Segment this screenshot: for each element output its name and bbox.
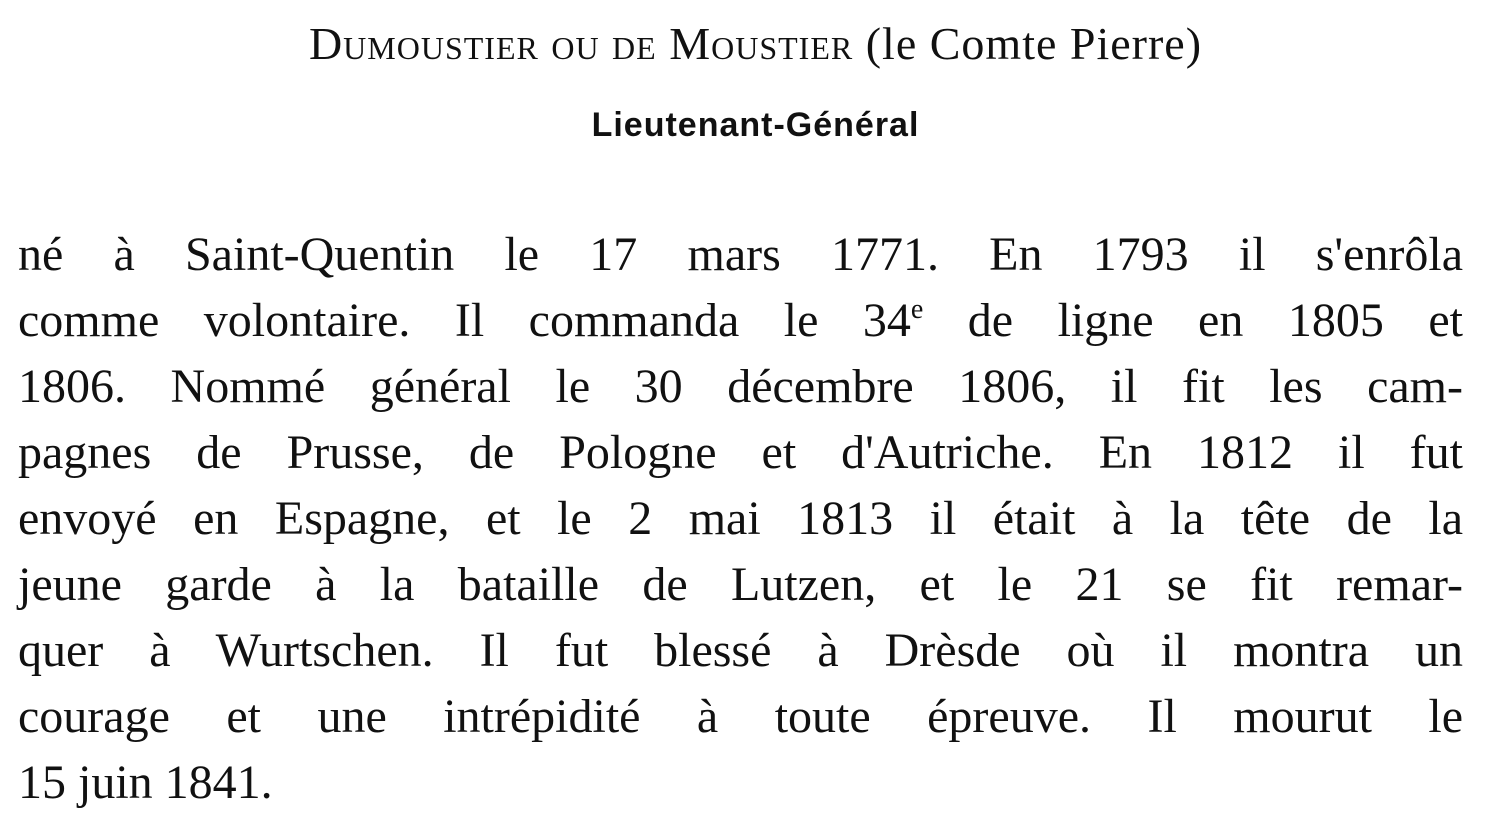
entry-rank: Lieutenant-Général	[591, 106, 920, 144]
heading-qualifier: (le Comte Pierre)	[865, 18, 1203, 69]
entry-body	[18, 222, 1463, 816]
body-line: 1806. Nommé général le 30 décembre 1806, il fit les cam-	[18, 360, 1463, 413]
heading-name: Dumoustier ou de Moustier	[308, 18, 854, 69]
body-line: quer à Wurtschen. Il fut blessé à Drèsde où il montra un	[18, 624, 1463, 677]
entry-heading	[0, 14, 1511, 74]
body-line-text: comme volontaire. Il commanda le 34	[18, 294, 911, 347]
body-line: courage et une intrépidité à toute épreuve. Il mourut le	[18, 690, 1463, 743]
body-line: pagnes de Prusse, de Pologne et d'Autriche. En 1812 il fut	[18, 426, 1463, 479]
body-line: jeune garde à la bataille de Lutzen, et le 21 se fit remar-	[18, 558, 1463, 611]
body-line: envoyé en Espagne, et le 2 mai 1813 il était à la tête de la	[18, 492, 1463, 545]
body-line: né à Saint-Quentin le 17 mars 1771. En 1793 il s'enrôla	[18, 228, 1463, 281]
body-line-text: de ligne en 1805 et	[923, 294, 1463, 347]
ordinal-superscript: e	[910, 294, 924, 325]
body-line: 15 juin 1841.	[18, 756, 273, 809]
body-line	[18, 288, 1463, 354]
